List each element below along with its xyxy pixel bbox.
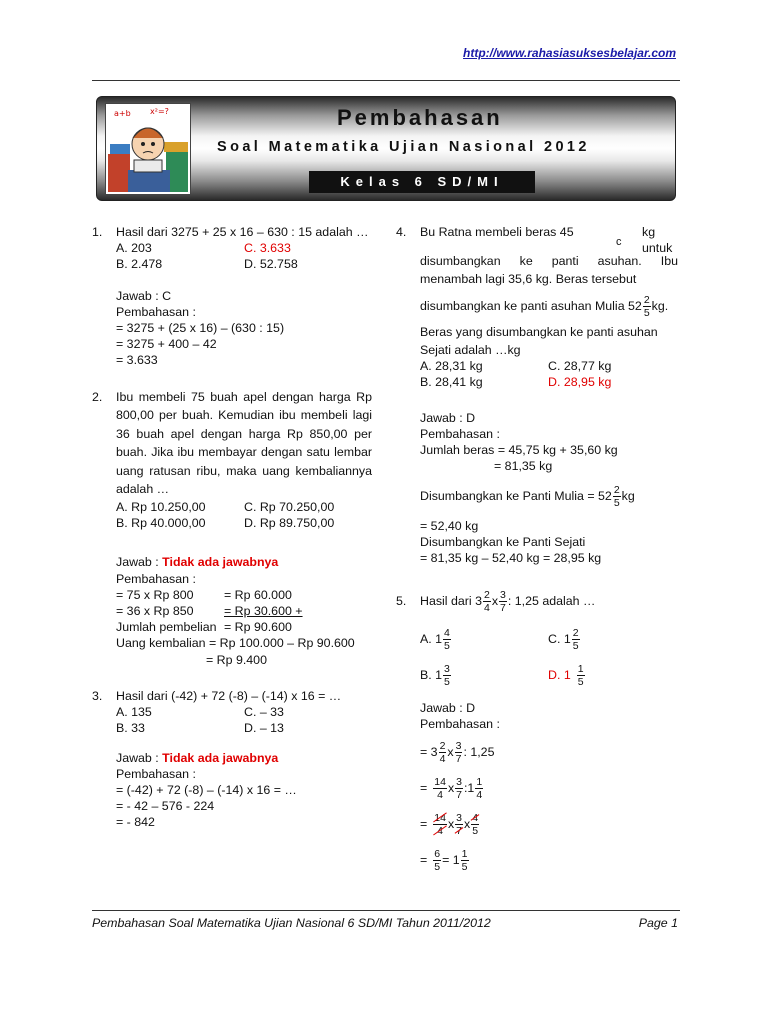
solution-step: = 81,35 kg – 52,40 kg = 28,95 kg — [420, 551, 602, 565]
solution-heading: Pembahasan : — [420, 717, 500, 731]
solution-step: = 52,40 kg — [420, 519, 479, 533]
solution-step: = Rp 30.600 + — [224, 604, 303, 619]
website-link[interactable]: http://www.rahasiasuksesbelajar.com — [463, 46, 676, 60]
question-text: kg. — [651, 299, 669, 313]
left-column — [92, 224, 372, 830]
question-text: Bu Ratna membeli beras 45 — [420, 225, 574, 239]
page-number: Page 1 — [638, 916, 678, 930]
solution-heading: Pembahasan : — [116, 305, 196, 319]
question-number: 2. — [92, 390, 103, 404]
header-divider — [92, 80, 680, 81]
student-illustration — [105, 103, 191, 195]
solution-step: Disumbangkan ke Panti Sejati — [420, 535, 586, 549]
option-c: C. 1 $\frac{2}{5}$ — [548, 626, 579, 652]
question-text: Beras yang disumbangkan ke panti asuhan — [420, 325, 658, 339]
svg-text:x²=?: x²=? — [150, 107, 169, 116]
option-b: B. 2.478 — [116, 257, 163, 271]
question-3 — [92, 688, 372, 830]
solution-step: = Rp 90.600 — [224, 620, 292, 635]
solution-step: = Rp 9.400 — [206, 652, 267, 667]
question-number: 1. — [92, 225, 103, 239]
solution-step: Jumlah pembelian — [116, 620, 217, 635]
question-text: disumbangkan ke panti asuhan. Ibu menambah lagi 35,6 kg. Beras tersebut — [420, 254, 678, 286]
option-a: A. 28,31 kg — [420, 359, 483, 373]
solution-step: = - 842 — [116, 815, 155, 830]
option-a: A. 203 — [116, 241, 152, 255]
option-c: C. 28,77 kg — [548, 359, 612, 373]
solution-step: = $\frac{6}{5}$ = 1 $\frac{1}{5}$ — [420, 847, 468, 873]
solution-2 — [92, 554, 372, 668]
solution-step: = 3.633 — [116, 353, 158, 367]
option-d: D. – 13 — [244, 721, 284, 736]
solution-step: = 36 x Rp 850 — [116, 604, 194, 619]
question-number: 4. — [396, 225, 407, 239]
grade-label: Kelas 6 SD/MI — [309, 171, 535, 193]
question-text: : 1,25 adalah … — [507, 594, 596, 608]
solution-step: = 3275 + 400 – 42 — [116, 337, 217, 351]
solution-step: Uang kembalian = Rp 100.000 – Rp 90.600 — [116, 636, 355, 651]
footer-divider — [92, 910, 680, 911]
question-text: Hasil dari 3 — [420, 594, 482, 608]
option-a: A. 135 — [116, 705, 152, 720]
fraction-2-5: $\frac{2}{5}$ — [643, 293, 650, 319]
question-text: kg untuk — [642, 225, 673, 255]
question-text: disumbangkan ke panti asuhan Mulia 52 — [420, 299, 642, 313]
option-c: C. 3.633 — [244, 241, 291, 255]
fraction-2-4: $\frac{2}{4}$ — [483, 588, 490, 614]
solution-heading: Pembahasan : — [420, 427, 500, 441]
question-number: 3. — [92, 689, 103, 704]
svg-text:a+b: a+b — [114, 109, 131, 118]
solution-step: = Rp 60.000 — [224, 588, 292, 603]
answer-line: Jawab : D — [420, 411, 476, 425]
question-5 — [396, 586, 678, 876]
question-text: x — [491, 594, 499, 608]
solution-step: = 3 $\frac{2}{4}$ x $\frac{3}{7}$ : 1,25 — [420, 739, 495, 765]
option-d: D. 52.758 — [244, 257, 298, 271]
question-number: 5. — [396, 594, 407, 608]
question-text: Hasil dari (-42) + 72 (-8) – (-14) x 16 = … — [116, 689, 342, 704]
option-b: B. Rp 40.000,00 — [116, 516, 206, 531]
solution-step: = (-42) + 72 (-8) – (-14) x 16 = … — [116, 783, 297, 798]
question-text: c — [616, 236, 622, 248]
option-a: A. Rp 10.250,00 — [116, 500, 206, 515]
question-text: Sejati adalah …kg — [420, 343, 521, 357]
answer-line: Jawab : — [116, 555, 163, 570]
title-banner — [96, 96, 676, 201]
banner-subtitle: Soal Matematika Ujian Nasional 2012 — [217, 139, 590, 155]
solution-step: = 81,35 kg — [494, 459, 553, 473]
question-2 — [92, 388, 372, 530]
question-text: Ibu membeli 75 buah apel dengan harga Rp 800,00 per buah. Kemudian ibu membeli lagi 36 buah apel dengan harga Rp 850,00 per buah. Jika ibu membayar dengan satu lembar uang ratusan ribu, maka uang kembaliannya adalah … — [116, 390, 372, 497]
option-d: D. 1 $\frac{1}{5}$ — [548, 662, 584, 688]
option-b: B. 1 $\frac{3}{5}$ — [420, 662, 450, 688]
option-d: D. Rp 89.750,00 — [244, 516, 335, 531]
solution-step: = $\frac{14}{4}$ x $\frac{3}{7}$ x $\frac{4}{5}$ — [420, 811, 479, 837]
answer-line: Jawab : C — [116, 289, 172, 303]
option-b: B. 33 — [116, 721, 145, 736]
banner-title: Pembahasan — [337, 105, 503, 130]
solution-step: kg — [621, 489, 635, 503]
solution-heading: Pembahasan : — [116, 767, 196, 782]
solution-step: = 3275 + (25 x 16) – (630 : 15) — [116, 321, 285, 335]
option-d: D. 28,95 kg — [548, 375, 612, 389]
solution-step: Jumlah beras = 45,75 kg + 35,60 kg — [420, 443, 618, 457]
answer-line: Jawab : — [116, 751, 163, 766]
fraction-2-5: $\frac{2}{5}$ — [613, 483, 620, 509]
answer-line: Jawab : D — [420, 701, 476, 715]
option-a: A. 1 $\frac{4}{5}$ — [420, 626, 450, 652]
solution-heading: Pembahasan : — [116, 571, 196, 586]
option-b: B. 28,41 kg — [420, 375, 483, 389]
answer-value: Tidak ada jawabnya — [162, 751, 279, 766]
option-c: C. – 33 — [244, 705, 284, 720]
footer-text: Pembahasan Soal Matematika Ujian Nasional 6 SD/MI Tahun 2011/2012 — [92, 916, 491, 930]
question-text: Hasil dari 3275 + 25 x 16 – 630 : 15 adalah … — [116, 225, 369, 239]
solution-step: Disumbangkan ke Panti Mulia = 52 — [420, 489, 612, 503]
right-column — [396, 224, 678, 876]
question-4 — [396, 224, 678, 566]
answer-value: Tidak ada jawabnya — [162, 555, 279, 570]
fraction-3-7: $\frac{3}{7}$ — [500, 588, 506, 614]
question-1 — [92, 224, 372, 368]
solution-step: = $\frac{14}{4}$ x $\frac{3}{7}$ :1 $\frac{1}{4}$ — [420, 775, 483, 801]
solution-step: = - 42 – 576 - 224 — [116, 799, 215, 814]
solution-step: = 75 x Rp 800 — [116, 588, 194, 603]
option-c: C. Rp 70.250,00 — [244, 500, 335, 515]
